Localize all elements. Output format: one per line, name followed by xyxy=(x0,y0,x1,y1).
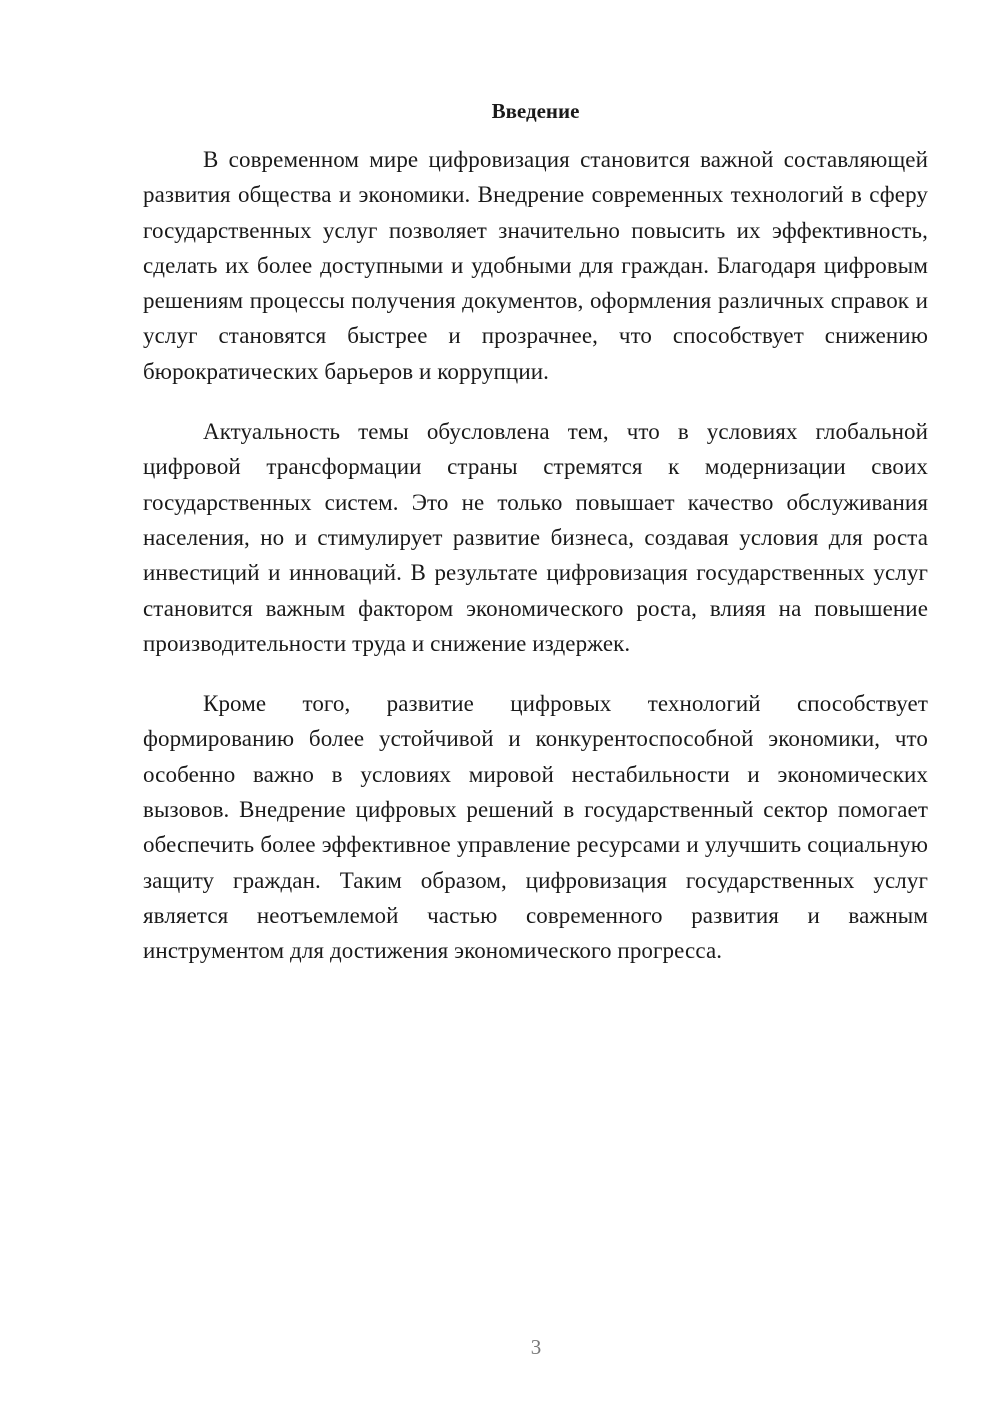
page-title: Введение xyxy=(491,99,580,123)
document-body xyxy=(143,142,928,994)
paragraph-relevance: Актуальность темы обусловлена тем, что в условиях глобальной цифровой трансформации страны стремятся к модернизации своих государственных систем. Это не только повышает качество обслуживания населения, но и стимулирует развитие бизнеса, создавая условия для роста инвестиций и инноваций. В результате цифровизация государственных услуг становится важным фактором экономического роста, влияя на повышение производительности труда и снижение издержек. xyxy=(143,419,928,656)
paragraph-intro: В современном мире цифровизация становится важной составляющей развития общества и экономики. Внедрение современных технологий в сферу государственных услуг позволяет значительно повысить их эффективность, сделать их более доступными и удобными для граждан. Благодаря цифровым решениям процессы получения документов, оформления различных справок и услуг становятся быстрее и прозрачнее, что способствует снижению бюрократических барьеров и коррупции. xyxy=(143,147,928,384)
page-number: 3 xyxy=(530,1335,542,1359)
paragraph-conclusion: Кроме того, развитие цифровых технологий способствует формированию более устойчивой и конкурентоспособной экономики, что особенно важно в условиях мировой нестабильности и экономических вызовов. Внедрение цифровых решений в государственный сектор помогает обеспечить более эффективное управление ресурсами и улучшить социальную защиту граждан. Таким образом, цифровизация государственных услуг является неотъемлемой частью современного развития и важным инструментом для достижения экономического прогресса. xyxy=(143,691,928,964)
